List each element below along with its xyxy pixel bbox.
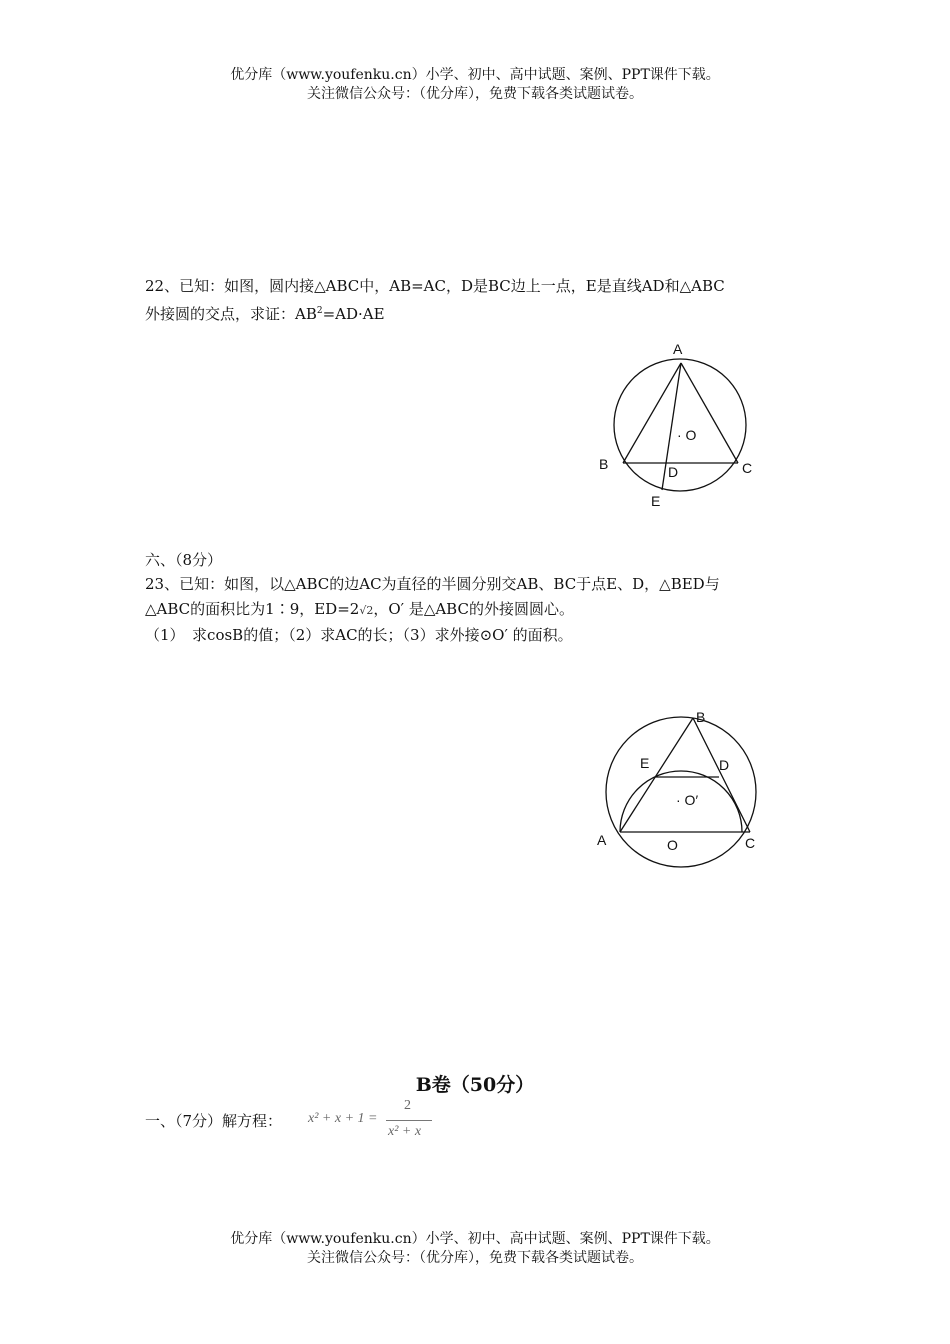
question-23	[145, 572, 815, 648]
label-o: O	[667, 837, 678, 853]
q23-line-1: 23、已知：如图，以△ABC的边AC为直径的半圆分别交AB、BC于点E、D，△BED与	[145, 575, 720, 593]
fraction-numerator: 2	[404, 1098, 411, 1113]
part-b-title: B卷（50分）	[415, 1074, 535, 1096]
footer-line-2: 关注微信公众号：（优分库），免费下载各类试题试卷。	[307, 1250, 643, 1266]
q22-line-1: 22、已知：如图，圆内接△ABC中，AB=AC，D是BC边上一点，E是直线AD和△ABC	[145, 277, 725, 295]
header-line-1: 优分库（www.youfenku.cn）小学、初中、高中试题、案例、PPT课件下载。	[230, 67, 720, 83]
header-line-2: 关注微信公众号：（优分库），免费下载各类试题试卷。	[307, 86, 643, 102]
segment-ab	[623, 363, 681, 463]
q23-line-2: △ABC的面积比为1∶9，ED=2√2，O′ 是△ABC的外接圆圆心。	[145, 597, 815, 623]
q1-prefix: 一、（7分）解方程：	[145, 1112, 283, 1130]
label-e: E	[651, 493, 661, 509]
section-6-heading: 六、（8分）	[145, 551, 223, 569]
q22-line-2: 外接圆的交点，求证：$AB^2=AD\cdot AE$	[145, 305, 385, 323]
sqrt-2: √2	[359, 604, 374, 617]
label-a: A	[673, 341, 683, 357]
question-22	[145, 274, 815, 327]
label-o: · O	[677, 427, 697, 443]
circumcircle	[614, 359, 746, 491]
figure-q23	[590, 705, 770, 880]
figure-q22	[590, 335, 770, 515]
header	[0, 66, 950, 104]
label-e: E	[640, 755, 650, 771]
q23-line-3: （1） 求cosB的值；（2）求AC的长；（3）求外接⊙O′ 的面积。	[145, 626, 573, 644]
label-d: D	[719, 757, 730, 773]
label-a: A	[597, 832, 607, 848]
label-d: D	[668, 464, 679, 480]
label-b: B	[696, 709, 706, 725]
fraction-denominator: x² + x	[388, 1124, 422, 1139]
label-c: C	[745, 835, 756, 851]
label-o-prime: · O′	[676, 792, 699, 808]
equation-lhs: x² + x + 1 =	[308, 1111, 378, 1126]
superscript: 2	[316, 306, 323, 316]
segment-ab	[620, 718, 693, 832]
equation	[308, 1098, 438, 1144]
part-b-q1	[145, 1106, 283, 1130]
label-b: B	[599, 456, 609, 472]
segment-ac	[681, 363, 738, 463]
footer	[0, 1230, 950, 1268]
footer-line-1: 优分库（www.youfenku.cn）小学、初中、高中试题、案例、PPT课件下载。	[230, 1231, 720, 1247]
label-c: C	[742, 460, 753, 476]
fraction-bar	[386, 1120, 432, 1121]
